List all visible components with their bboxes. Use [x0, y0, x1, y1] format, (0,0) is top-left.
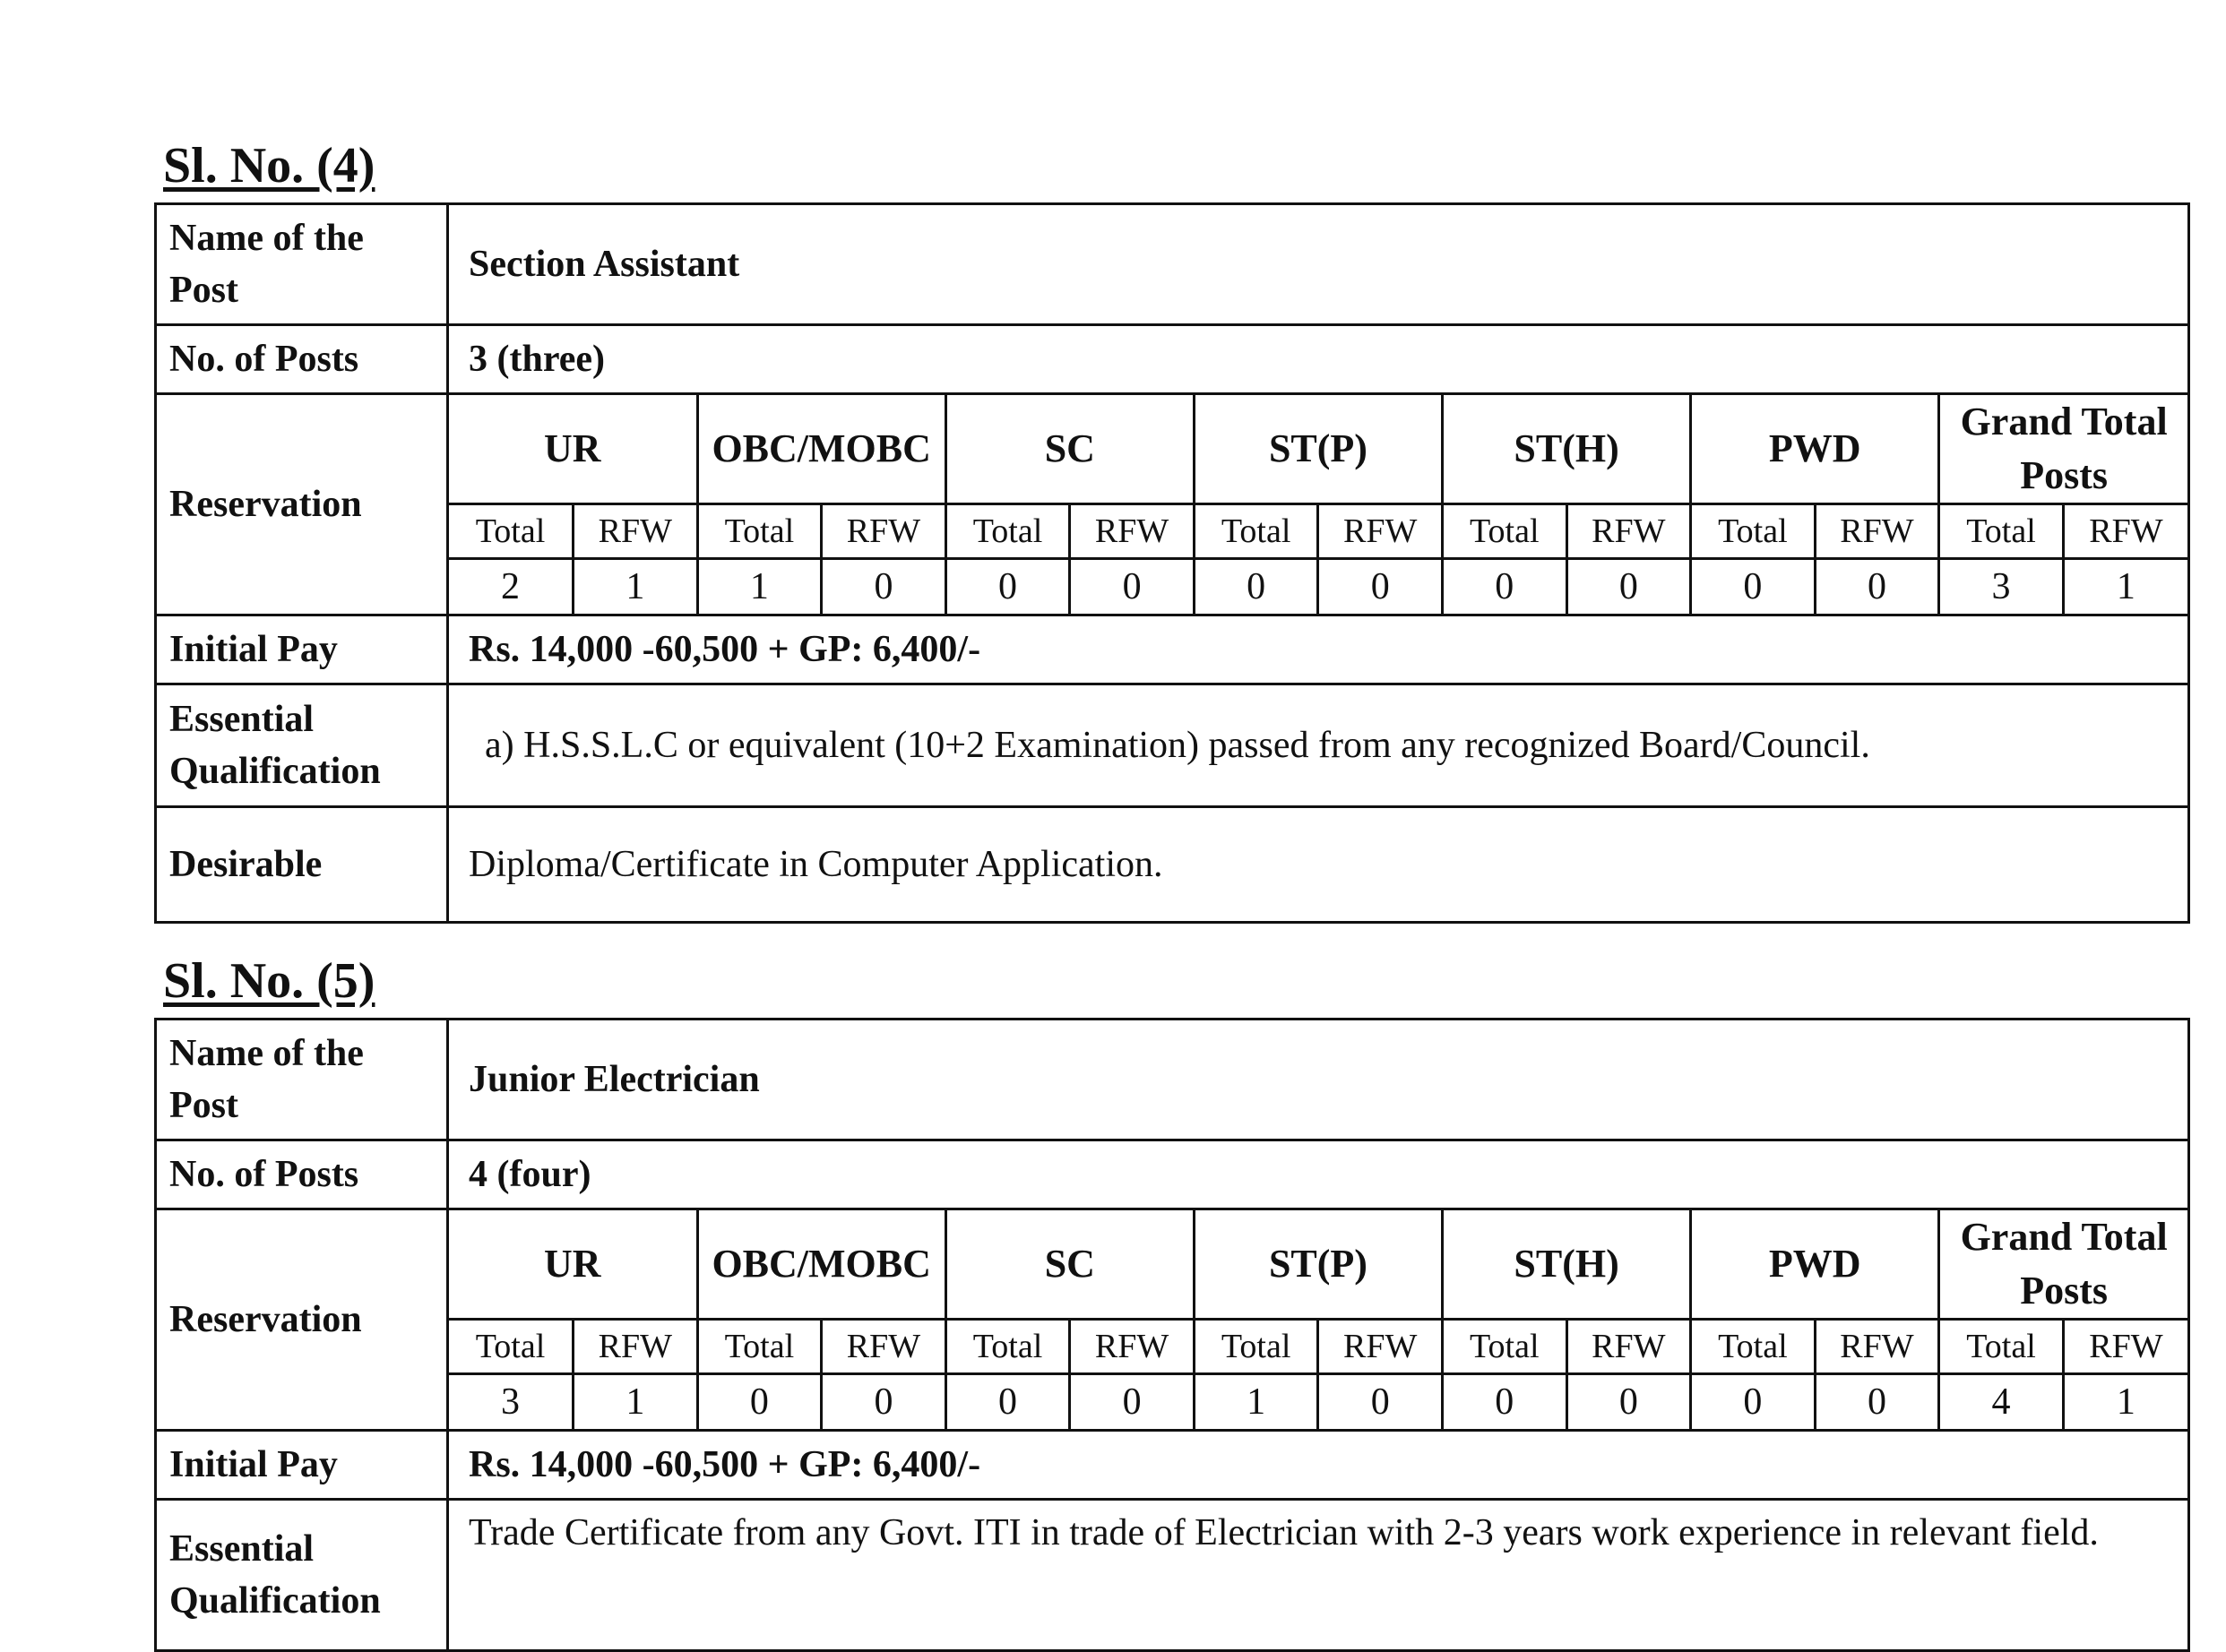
ur-rfw: 1 — [574, 559, 698, 615]
subheader-rfw: RFW — [1070, 504, 1195, 559]
subheader-total: Total — [449, 504, 574, 559]
pwd-rfw: 0 — [1815, 559, 1939, 615]
subheader-rfw: RFW — [1566, 1320, 1691, 1374]
category-st-h: ST(H) — [1443, 1210, 1691, 1320]
subheader-total: Total — [1691, 504, 1816, 559]
sth-total: 0 — [1443, 1374, 1567, 1430]
sc-total: 0 — [945, 559, 1070, 615]
sc-rfw: 0 — [1070, 559, 1195, 615]
desirable-value: Diploma/Certificate in Computer Application. — [448, 807, 2189, 923]
sth-rfw: 0 — [1566, 1374, 1691, 1430]
pay-row — [156, 1431, 2189, 1500]
sc-rfw: 0 — [1070, 1374, 1195, 1430]
subheader-row — [449, 1320, 2187, 1374]
subheader-total: Total — [697, 504, 822, 559]
qualification-value: Trade Certificate from any Govt. ITI in trade of Electrician with 2-3 years work experience in relevant field. — [448, 1500, 2189, 1651]
subheader-rfw: RFW — [1318, 1320, 1443, 1374]
reservation-table — [449, 1210, 2187, 1429]
category-st-h: ST(H) — [1443, 395, 1691, 504]
obc-rfw: 0 — [822, 1374, 946, 1430]
grand-rfw: 1 — [2063, 1374, 2187, 1430]
subheader-rfw: RFW — [2063, 504, 2187, 559]
category-ur: UR — [449, 395, 697, 504]
pay-label: Initial Pay — [156, 615, 448, 684]
name-row — [156, 1020, 2189, 1140]
subheader-total: Total — [1939, 504, 2064, 559]
stp-total: 0 — [1194, 559, 1318, 615]
grand-rfw: 1 — [2063, 559, 2187, 615]
subheader-rfw: RFW — [574, 504, 698, 559]
qualification-value: a) H.S.S.L.C or equivalent (10+2 Examination) passed from any recognized Board/Council. — [448, 684, 2189, 807]
category-ur: UR — [449, 1210, 697, 1320]
pay-label: Initial Pay — [156, 1431, 448, 1500]
desirable-row — [156, 807, 2189, 923]
obc-rfw: 0 — [822, 559, 946, 615]
ur-total: 2 — [449, 559, 574, 615]
qualification-row — [156, 1500, 2189, 1651]
grand-total: 4 — [1939, 1374, 2064, 1430]
obc-total: 1 — [697, 559, 822, 615]
subheader-total: Total — [1443, 1320, 1567, 1374]
pay-value: Rs. 14,000 -60,500 + GP: 6,400/- — [448, 615, 2189, 684]
name-value: Junior Electrician — [448, 1020, 2189, 1140]
count-row — [156, 325, 2189, 394]
category-sc: SC — [945, 395, 1194, 504]
sth-rfw: 0 — [1566, 559, 1691, 615]
name-label: Name of the Post — [156, 1020, 448, 1140]
qualification-row — [156, 684, 2189, 807]
subheader-rfw: RFW — [1318, 504, 1443, 559]
obc-total: 0 — [697, 1374, 822, 1430]
count-values-row — [449, 1374, 2187, 1430]
subheader-total: Total — [1194, 504, 1318, 559]
name-value: Section Assistant — [448, 204, 2189, 325]
subheader-total: Total — [697, 1320, 822, 1374]
subheader-total: Total — [449, 1320, 574, 1374]
reservation-cell — [448, 394, 2189, 615]
count-values-row — [449, 559, 2187, 615]
subheader-total: Total — [945, 1320, 1070, 1374]
reservation-table — [449, 395, 2187, 614]
pwd-total: 0 — [1691, 1374, 1816, 1430]
subheader-rfw: RFW — [1815, 504, 1939, 559]
subheader-rfw: RFW — [574, 1320, 698, 1374]
post-details-table — [154, 202, 2190, 924]
sth-total: 0 — [1443, 559, 1567, 615]
name-row — [156, 204, 2189, 325]
subheader-total: Total — [1939, 1320, 2064, 1374]
ur-total: 3 — [449, 1374, 574, 1430]
category-pwd: PWD — [1691, 395, 1939, 504]
subheader-total: Total — [945, 504, 1070, 559]
reservation-row — [156, 394, 2189, 615]
category-header-row — [449, 1210, 2187, 1320]
reservation-row — [156, 1209, 2189, 1431]
grand-total: 3 — [1939, 559, 2064, 615]
sc-total: 0 — [945, 1374, 1070, 1430]
subheader-rfw: RFW — [1815, 1320, 1939, 1374]
category-pwd: PWD — [1691, 1210, 1939, 1320]
pay-row — [156, 615, 2189, 684]
category-st-p: ST(P) — [1194, 1210, 1442, 1320]
stp-rfw: 0 — [1318, 559, 1443, 615]
pwd-total: 0 — [1691, 559, 1816, 615]
serial-heading: Sl. No. (4) — [163, 138, 375, 194]
count-value: 4 (four) — [448, 1140, 2189, 1209]
count-row — [156, 1140, 2189, 1209]
subheader-total: Total — [1194, 1320, 1318, 1374]
subheader-total: Total — [1443, 504, 1567, 559]
pwd-rfw: 0 — [1815, 1374, 1939, 1430]
subheader-rfw: RFW — [822, 504, 946, 559]
subheader-rfw: RFW — [1566, 504, 1691, 559]
post-details-table — [154, 1018, 2190, 1652]
desirable-label: Desirable — [156, 807, 448, 923]
reservation-label: Reservation — [156, 1209, 448, 1431]
subheader-rfw: RFW — [2063, 1320, 2187, 1374]
count-label: No. of Posts — [156, 1140, 448, 1209]
count-label: No. of Posts — [156, 325, 448, 394]
ur-rfw: 1 — [574, 1374, 698, 1430]
category-grand-total: Grand Total Posts — [1939, 395, 2187, 504]
category-obc-mobc: OBC/MOBC — [697, 395, 945, 504]
stp-total: 1 — [1194, 1374, 1318, 1430]
subheader-rfw: RFW — [822, 1320, 946, 1374]
subheader-row — [449, 504, 2187, 559]
pay-value: Rs. 14,000 -60,500 + GP: 6,400/- — [448, 1431, 2189, 1500]
post-block-junior-electrician — [154, 950, 2190, 1652]
subheader-rfw: RFW — [1070, 1320, 1195, 1374]
count-value: 3 (three) — [448, 325, 2189, 394]
name-label: Name of the Post — [156, 204, 448, 325]
reservation-label: Reservation — [156, 394, 448, 615]
serial-heading: Sl. No. (5) — [163, 953, 375, 1009]
category-obc-mobc: OBC/MOBC — [697, 1210, 945, 1320]
qualification-label: Essential Qualification — [156, 684, 448, 807]
category-header-row — [449, 395, 2187, 504]
reservation-cell — [448, 1209, 2189, 1431]
subheader-total: Total — [1691, 1320, 1816, 1374]
category-st-p: ST(P) — [1194, 395, 1442, 504]
category-sc: SC — [945, 1210, 1194, 1320]
post-block-section-assistant — [154, 134, 2190, 924]
stp-rfw: 0 — [1318, 1374, 1443, 1430]
qualification-label: Essential Qualification — [156, 1500, 448, 1651]
category-grand-total: Grand Total Posts — [1939, 1210, 2187, 1320]
